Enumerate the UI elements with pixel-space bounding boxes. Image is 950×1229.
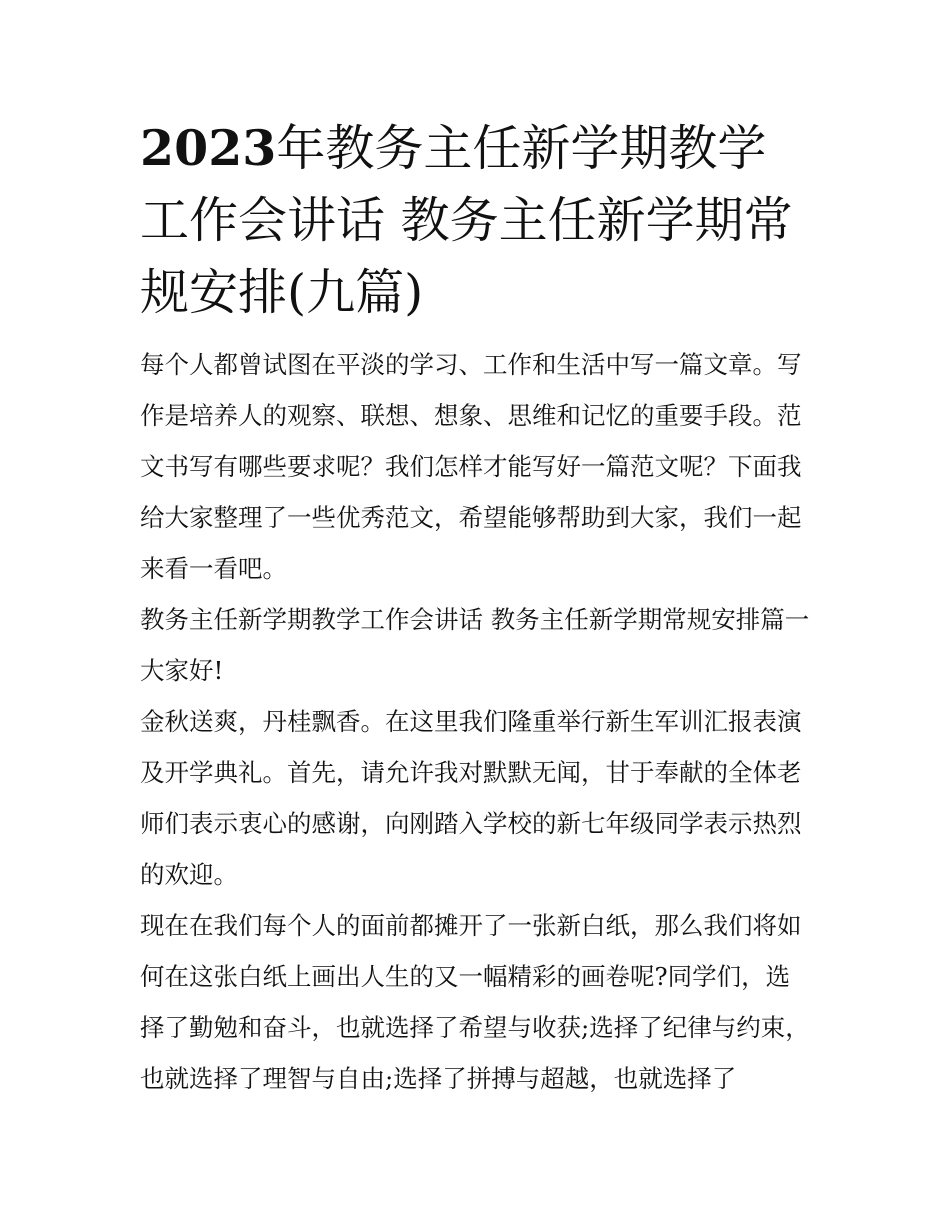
body-paragraph: 现在在我们每个人的面前都摊开了一张新白纸，那么我们将如何在这张白纸上画出人生的又一幅精彩的画卷呢?同学们，选择了勤勉和奋斗，也就选择了希望与收获;选择了纪律与约束，也就选择了理智与自由;选择了拼搏与超越，也就选择了 xyxy=(140,911,810,1093)
section-heading-paragraph: 教务主任新学期教学工作会讲话 教务主任新学期常规安排篇一 大家好! xyxy=(140,605,810,685)
document-content xyxy=(140,112,812,1104)
document-title xyxy=(140,112,812,329)
title-year: 2023 xyxy=(140,119,277,177)
body-paragraph: 金秋送爽，丹桂飘香。在这里我们隆重举行新生军训汇报表演及开学典礼。首先，请允许我对默默无闻，甘于奉献的全体老师们表示衷心的感谢，向刚踏入学校的新七年级同学表示热烈的欢迎。 xyxy=(140,707,802,889)
intro-paragraph: 每个人都曾试图在平淡的学习、工作和生活中写一篇文章。写作是培养人的观察、联想、想象、思维和记忆的重要手段。范文书写有哪些要求呢？我们怎样才能写好一篇范文呢？下面我给大家整理了一些优秀范文，希望能够帮助到大家，我们一起来看一看吧。 xyxy=(140,350,802,583)
title-text: 年教务主任新学期教学工作会讲话 教务主任新学期常规安排(九篇) xyxy=(140,120,793,321)
